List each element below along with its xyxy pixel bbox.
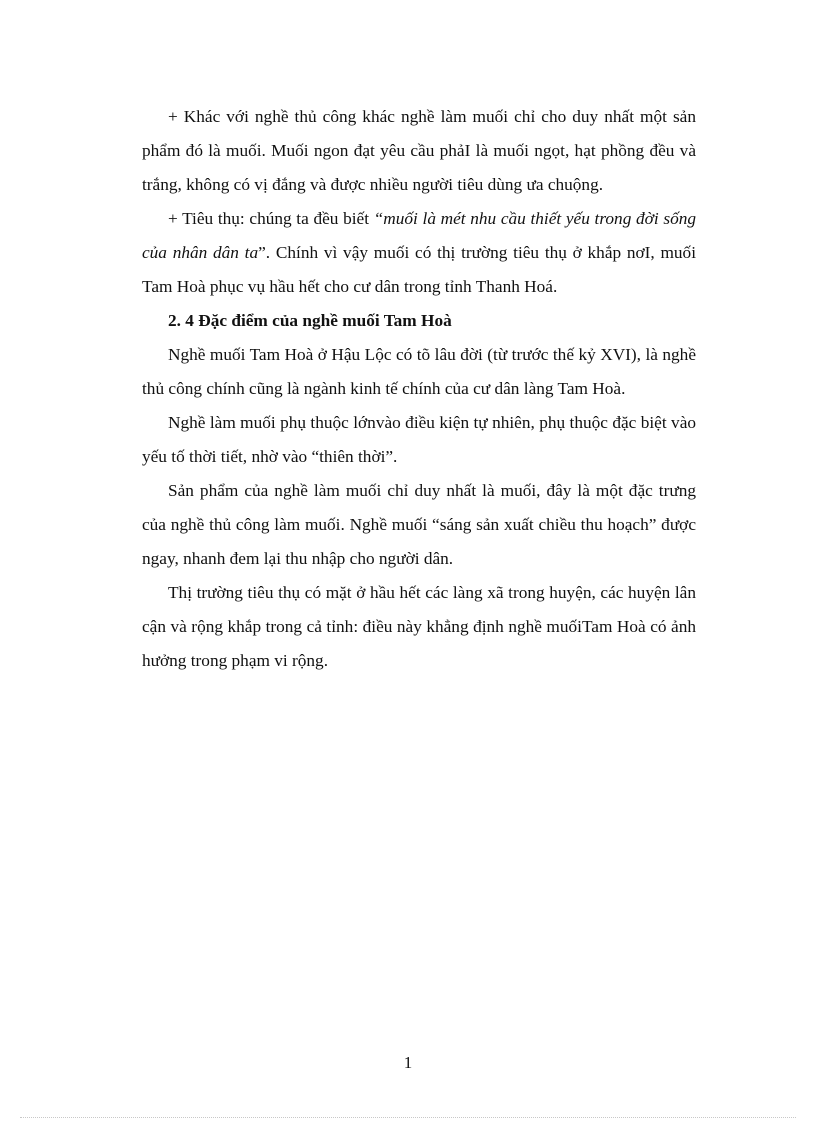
page-bottom-divider — [20, 1117, 796, 1118]
consumption-rest: ”. Chính vì vậy muối có thị trường tiêu thụ ở khắp nơI, muối Tam Hoà phục vụ hầu hết cho cư dân trong tỉnh Thanh Hoá. — [142, 243, 696, 296]
page-number: 1 — [403, 1053, 413, 1072]
consumption-quote: “muối là mét nhu cầu thiết yếu trong đời sống của nhân dân ta — [142, 209, 696, 262]
paragraph-single-product: Sản phẩm của nghề làm muối chỉ duy nhất là muối, đây là một đặc trưng của nghề thủ công làm muối. Nghề muối “sáng sản xuất chiều thu hoạch” được ngay, nhanh đem lại thu nhập cho người dân. — [142, 481, 696, 568]
consumption-intro: + Tiêu thụ: chúng ta đều biết — [168, 209, 374, 228]
section-heading: 2. 4 Đặc điểm của nghề muối Tam Hoà — [168, 311, 452, 330]
page-body — [142, 100, 696, 678]
paragraph-product: + Khác với nghề thủ công khác nghề làm muối chỉ cho duy nhất một sản phẩm đó là muối. Muối ngon đạt yêu cầu phảI là muối ngọt, hạt phồng đều và trắng, không có vị đắng và được nhiều người tiêu dùng ưa chuộng. — [142, 107, 696, 194]
paragraph-consumption — [142, 202, 696, 304]
paragraph-history: Nghề muối Tam Hoà ở Hậu Lộc có tõ lâu đời (từ trước thế kỷ XVI), là nghề thủ công chính cũng là ngành kinh tế chính của cư dân làng Tam Hoà. — [142, 345, 696, 398]
paragraph-market: Thị trường tiêu thụ có mặt ở hầu hết các làng xã trong huyện, các huyện lân cận và rộng khắp trong cả tỉnh: điều này khẳng định nghề muốiTam Hoà có ảnh hưởng trong phạm vi rộng. — [142, 583, 696, 670]
paragraph-nature-dependence: Nghề làm muối phụ thuộc lớnvào điều kiện tự nhiên, phụ thuộc đặc biệt vào yếu tố thời tiết, nhờ vào “thiên thời”. — [142, 413, 696, 466]
